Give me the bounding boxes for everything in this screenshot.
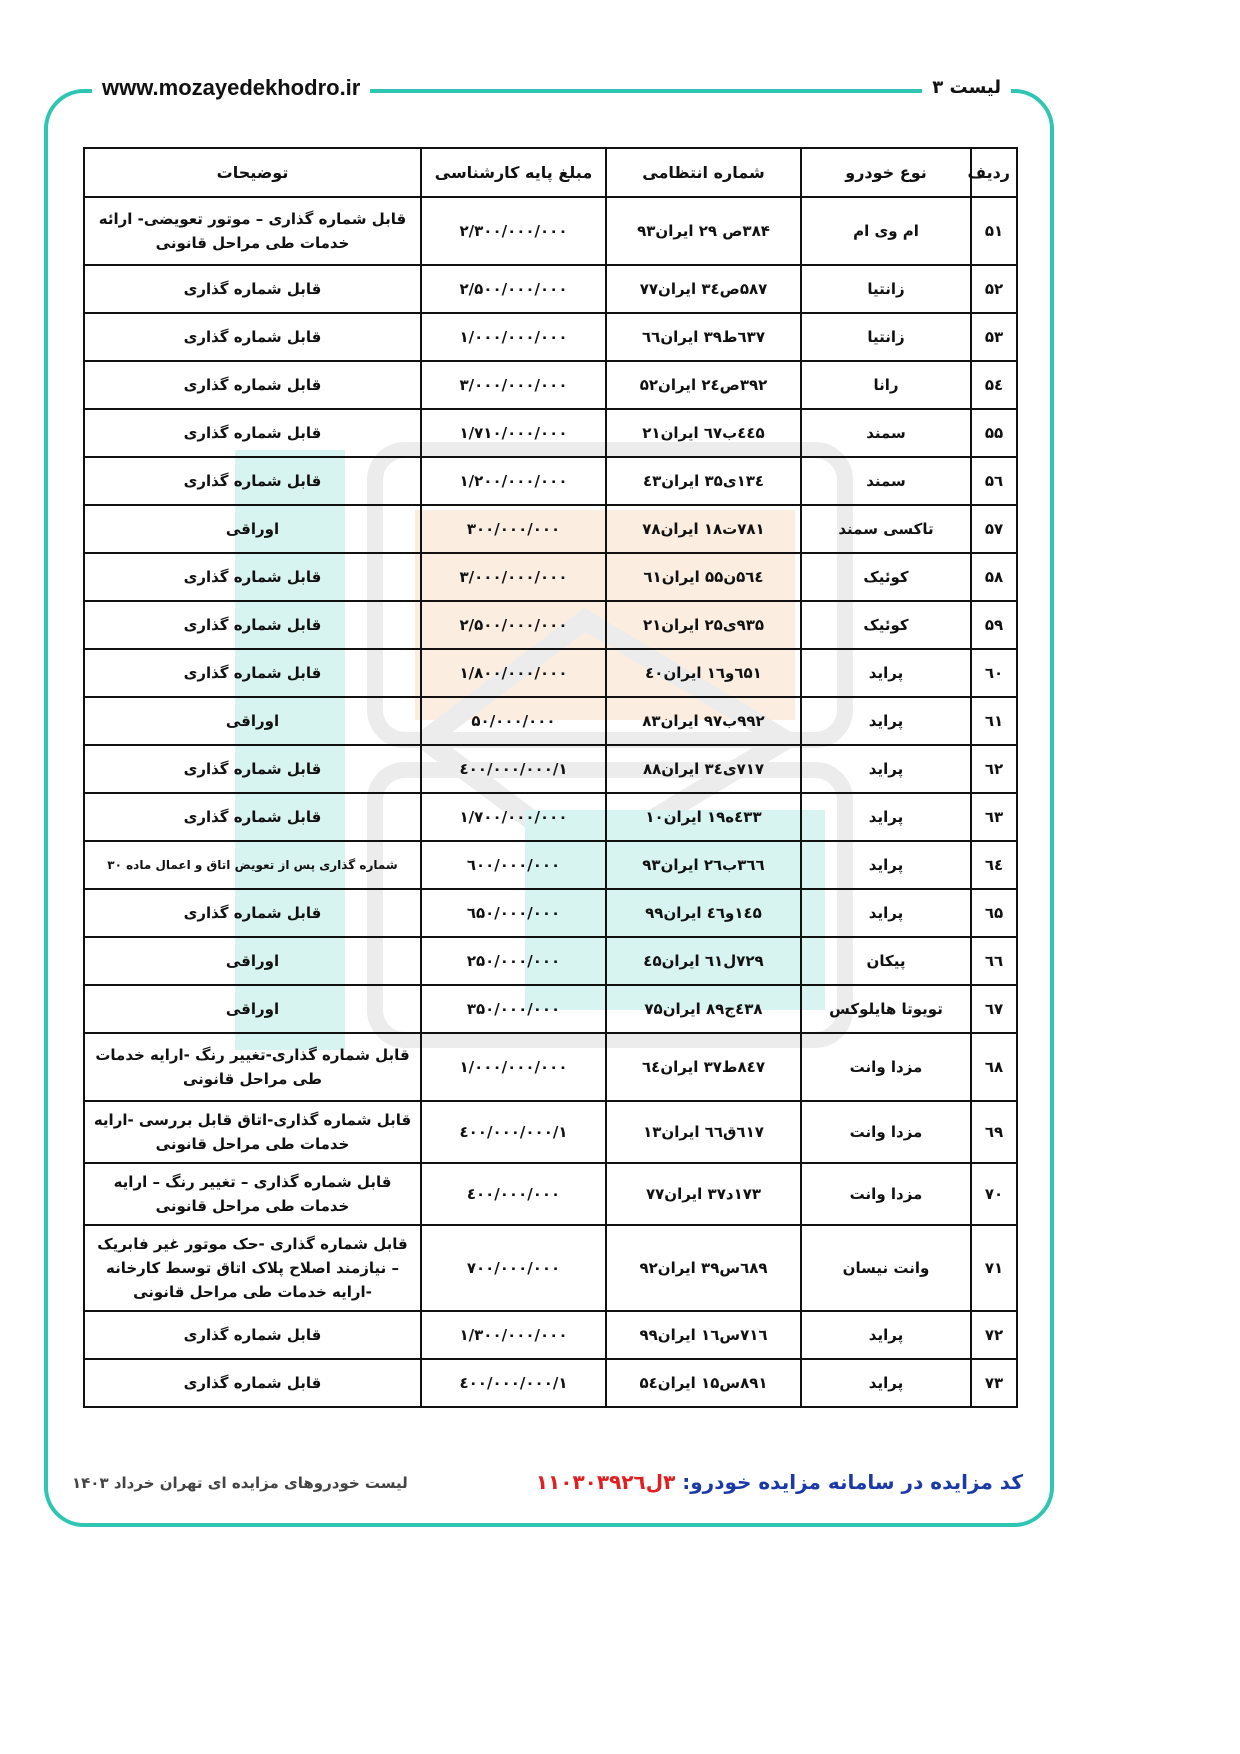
description-cell: قابل شماره گذاری – تغییر رنگ – ارایه خدمات طی مراحل قانونی [84, 1163, 421, 1225]
base-price-cell: ۱/۰۰۰/۰۰۰/۰۰۰ [421, 313, 606, 361]
table-row [84, 1225, 1017, 1311]
vehicle-type-cell: پراید [801, 889, 971, 937]
plate-number-cell: ۱۳٤ی۳۵ ایران٤۳ [606, 457, 801, 505]
vehicle-type-cell: سمند [801, 457, 971, 505]
table-row [84, 1033, 1017, 1101]
base-price-cell: ٦۰۰/۰۰۰/۰۰۰ [421, 841, 606, 889]
row-number-cell: ٦٦ [971, 937, 1017, 985]
plate-number-cell: ۳۸۴ص ۲۹ ایران۹۳ [606, 197, 801, 265]
header-plate-number: شماره انتظامی [606, 148, 801, 197]
row-number-cell: ٦٤ [971, 841, 1017, 889]
plate-number-cell: ٤٤۵ب٦۷ ایران۲۱ [606, 409, 801, 457]
plate-number-cell: ٦۸۹س۳۹ ایران۹۲ [606, 1225, 801, 1311]
base-price-cell: ۲/۳۰۰/۰۰۰/۰۰۰ [421, 197, 606, 265]
row-number-cell: ۵٦ [971, 457, 1017, 505]
plate-number-cell: ۷۸۱ت۱۸ ایران۷۸ [606, 505, 801, 553]
description-cell: قابل شماره گذاری [84, 793, 421, 841]
row-number-cell: ۵۹ [971, 601, 1017, 649]
base-price-cell: ۲/۵۰۰/۰۰۰/۰۰۰ [421, 265, 606, 313]
description-cell: قابل شماره گذاری -حک موتور غیر فابریک – نیازمند اصلاح پلاک اتاق توسط کارخانه -ارایه خدمات طی مراحل قانونی [84, 1225, 421, 1311]
base-price-cell: ۳۰۰/۰۰۰/۰۰۰ [421, 505, 606, 553]
description-cell: قابل شماره گذاری [84, 889, 421, 937]
description-cell: اوراقی [84, 985, 421, 1033]
table-row [84, 985, 1017, 1033]
description-cell: قابل شماره گذاری-تغییر رنگ -ارایه خدمات طی مراحل قانونی [84, 1033, 421, 1101]
table-row [84, 793, 1017, 841]
base-price-cell: ۱/٤۰۰/۰۰۰/۰۰۰ [421, 745, 606, 793]
row-number-cell: ۷۲ [971, 1311, 1017, 1359]
base-price-cell: ۱/٤۰۰/۰۰۰/۰۰۰ [421, 1359, 606, 1407]
website-url[interactable]: www.mozayedekhodro.ir [92, 72, 370, 104]
description-cell: اوراقی [84, 505, 421, 553]
row-number-cell: ۵٤ [971, 361, 1017, 409]
base-price-cell: ۲/۵۰۰/۰۰۰/۰۰۰ [421, 601, 606, 649]
row-number-cell: ۵۱ [971, 197, 1017, 265]
description-cell: قابل شماره گذاری [84, 1359, 421, 1407]
vehicle-type-cell: سمند [801, 409, 971, 457]
auction-code [536, 1470, 1023, 1494]
plate-number-cell: ۸۹۱س۱۵ ایران۵٤ [606, 1359, 801, 1407]
table-row [84, 649, 1017, 697]
base-price-cell: ۵۰/۰۰۰/۰۰۰ [421, 697, 606, 745]
row-number-cell: ۷۳ [971, 1359, 1017, 1407]
description-cell: شماره گذاری پس از تعویض اتاق و اعمال ماده ۳۰ [84, 841, 421, 889]
vehicle-type-cell: تویوتا هایلوکس [801, 985, 971, 1033]
row-number-cell: ٦۰ [971, 649, 1017, 697]
vehicle-type-cell: مزدا وانت [801, 1163, 971, 1225]
vehicle-type-cell: پراید [801, 697, 971, 745]
auction-code-label: کد مزایده در سامانه مزایده خودرو: [682, 1470, 1023, 1494]
row-number-cell: ٦۸ [971, 1033, 1017, 1101]
vehicle-type-cell: تاکسی سمند [801, 505, 971, 553]
table-row [84, 553, 1017, 601]
vehicle-type-cell: مزدا وانت [801, 1033, 971, 1101]
plate-number-cell: ۹۳۵ی۲۵ ایران۲۱ [606, 601, 801, 649]
vehicle-type-cell: کوئیک [801, 553, 971, 601]
vehicle-type-cell: رانا [801, 361, 971, 409]
table-row [84, 937, 1017, 985]
row-number-cell: ۷۱ [971, 1225, 1017, 1311]
base-price-cell: ۳۵۰/۰۰۰/۰۰۰ [421, 985, 606, 1033]
base-price-cell: ۱/۷۰۰/۰۰۰/۰۰۰ [421, 793, 606, 841]
base-price-cell: ۲۵۰/۰۰۰/۰۰۰ [421, 937, 606, 985]
vehicle-type-cell: پراید [801, 841, 971, 889]
description-cell: قابل شماره گذاری [84, 265, 421, 313]
vehicle-list-table [83, 147, 1018, 1408]
plate-number-cell: ۷۱۷ی۳٤ ایران۸۸ [606, 745, 801, 793]
description-cell: قابل شماره گذاری – موتور تعویضی- ارائه خدمات طی مراحل قانونی [84, 197, 421, 265]
vehicle-type-cell: ام وی ام [801, 197, 971, 265]
table-row [84, 841, 1017, 889]
base-price-cell: ٦۵۰/۰۰۰/۰۰۰ [421, 889, 606, 937]
description-cell: قابل شماره گذاری [84, 313, 421, 361]
table-row [84, 697, 1017, 745]
description-cell: قابل شماره گذاری [84, 745, 421, 793]
header-description: توضیحات [84, 148, 421, 197]
table-row [84, 1311, 1017, 1359]
base-price-cell: ۳/۰۰۰/۰۰۰/۰۰۰ [421, 553, 606, 601]
vehicle-type-cell: پراید [801, 793, 971, 841]
vehicle-type-cell: پراید [801, 649, 971, 697]
description-cell: قابل شماره گذاری [84, 649, 421, 697]
base-price-cell: ۳/۰۰۰/۰۰۰/۰۰۰ [421, 361, 606, 409]
header-vehicle-type: نوع خودرو [801, 148, 971, 197]
base-price-cell: ۱/۳۰۰/۰۰۰/۰۰۰ [421, 1311, 606, 1359]
vehicle-type-cell: وانت نیسان [801, 1225, 971, 1311]
table-row [84, 409, 1017, 457]
table-header-row [84, 148, 1017, 197]
plate-number-cell: ٦۳۷ط۳۹ ایران٦٦ [606, 313, 801, 361]
header-row-number: ردیف [971, 148, 1017, 197]
vehicle-type-cell: پیکان [801, 937, 971, 985]
description-cell: قابل شماره گذاری [84, 409, 421, 457]
plate-number-cell: ۷۲۹ل٦۱ ایران٤۵ [606, 937, 801, 985]
row-number-cell: ٦۷ [971, 985, 1017, 1033]
vehicle-type-cell: مزدا وانت [801, 1101, 971, 1163]
row-number-cell: ۵۵ [971, 409, 1017, 457]
table-row [84, 457, 1017, 505]
table-row [84, 601, 1017, 649]
description-cell: قابل شماره گذاری-اتاق قابل بررسی -ارایه خدمات طی مراحل قانونی [84, 1101, 421, 1163]
table-row [84, 505, 1017, 553]
row-number-cell: ۵۲ [971, 265, 1017, 313]
table-row [84, 1359, 1017, 1407]
list-number: لیست ۳ [922, 72, 1011, 104]
base-price-cell: ۱/۷۱۰/۰۰۰/۰۰۰ [421, 409, 606, 457]
row-number-cell: ۵۸ [971, 553, 1017, 601]
row-number-cell: ۷۰ [971, 1163, 1017, 1225]
plate-number-cell: ۱۷۳د۳۷ ایران۷۷ [606, 1163, 801, 1225]
plate-number-cell: ٦۵۱و۱٦ ایران٤۰ [606, 649, 801, 697]
table-row [84, 889, 1017, 937]
base-price-cell: ۷۰۰/۰۰۰/۰۰۰ [421, 1225, 606, 1311]
plate-number-cell: ۳٦٦ب۲٦ ایران۹۳ [606, 841, 801, 889]
base-price-cell: ٤۰۰/۰۰۰/۰۰۰ [421, 1163, 606, 1225]
base-price-cell: ۱/۸۰۰/۰۰۰/۰۰۰ [421, 649, 606, 697]
table-row [84, 265, 1017, 313]
description-cell: قابل شماره گذاری [84, 1311, 421, 1359]
header-base-price: مبلغ پایه کارشناسی [421, 148, 606, 197]
plate-number-cell: ۵۸۷ص۳٤ ایران۷۷ [606, 265, 801, 313]
table-row [84, 1163, 1017, 1225]
row-number-cell: ٦۱ [971, 697, 1017, 745]
list-title: لیست خودروهای مزایده ای تهران خرداد ۱۴۰۳ [72, 1474, 408, 1492]
base-price-cell: ۱/۰۰۰/۰۰۰/۰۰۰ [421, 1033, 606, 1101]
plate-number-cell: ۸٤۷ط۳۷ ایران٦٤ [606, 1033, 801, 1101]
table-row [84, 197, 1017, 265]
description-cell: قابل شماره گذاری [84, 601, 421, 649]
base-price-cell: ۱/٤۰۰/۰۰۰/۰۰۰ [421, 1101, 606, 1163]
plate-number-cell: ٦۱۷ق٦٦ ایران۱۳ [606, 1101, 801, 1163]
description-cell: اوراقی [84, 697, 421, 745]
row-number-cell: ٦۲ [971, 745, 1017, 793]
description-cell: قابل شماره گذاری [84, 361, 421, 409]
row-number-cell: ۵۳ [971, 313, 1017, 361]
auction-code-value: ۳ل۱۱۰۳۰۳۹۲٦ [535, 1470, 676, 1494]
description-cell: قابل شماره گذاری [84, 553, 421, 601]
vehicle-type-cell: پراید [801, 1311, 971, 1359]
table-row [84, 745, 1017, 793]
plate-number-cell: ۹۹۲ب۹۷ ایران۸۳ [606, 697, 801, 745]
row-number-cell: ۵۷ [971, 505, 1017, 553]
row-number-cell: ٦۵ [971, 889, 1017, 937]
vehicle-type-cell: پراید [801, 745, 971, 793]
description-cell: اوراقی [84, 937, 421, 985]
table-row [84, 1101, 1017, 1163]
plate-number-cell: ٤۳۳ه۱۹ ایران۱۰ [606, 793, 801, 841]
plate-number-cell: ۵٦٤ن۵۵ ایران٦۱ [606, 553, 801, 601]
plate-number-cell: ۳۹۲ص۲٤ ایران۵۲ [606, 361, 801, 409]
vehicle-type-cell: زانتیا [801, 265, 971, 313]
plate-number-cell: ۷۱٦س۱٦ ایران۹۹ [606, 1311, 801, 1359]
vehicle-type-cell: زانتیا [801, 313, 971, 361]
vehicle-type-cell: کوئیک [801, 601, 971, 649]
row-number-cell: ٦۳ [971, 793, 1017, 841]
plate-number-cell: ۱٤۵و٤٦ ایران۹۹ [606, 889, 801, 937]
base-price-cell: ۱/۲۰۰/۰۰۰/۰۰۰ [421, 457, 606, 505]
plate-number-cell: ٤۳۸ج۸۹ ایران۷۵ [606, 985, 801, 1033]
description-cell: قابل شماره گذاری [84, 457, 421, 505]
table-row [84, 361, 1017, 409]
table-row [84, 313, 1017, 361]
vehicle-type-cell: پراید [801, 1359, 971, 1407]
row-number-cell: ٦۹ [971, 1101, 1017, 1163]
